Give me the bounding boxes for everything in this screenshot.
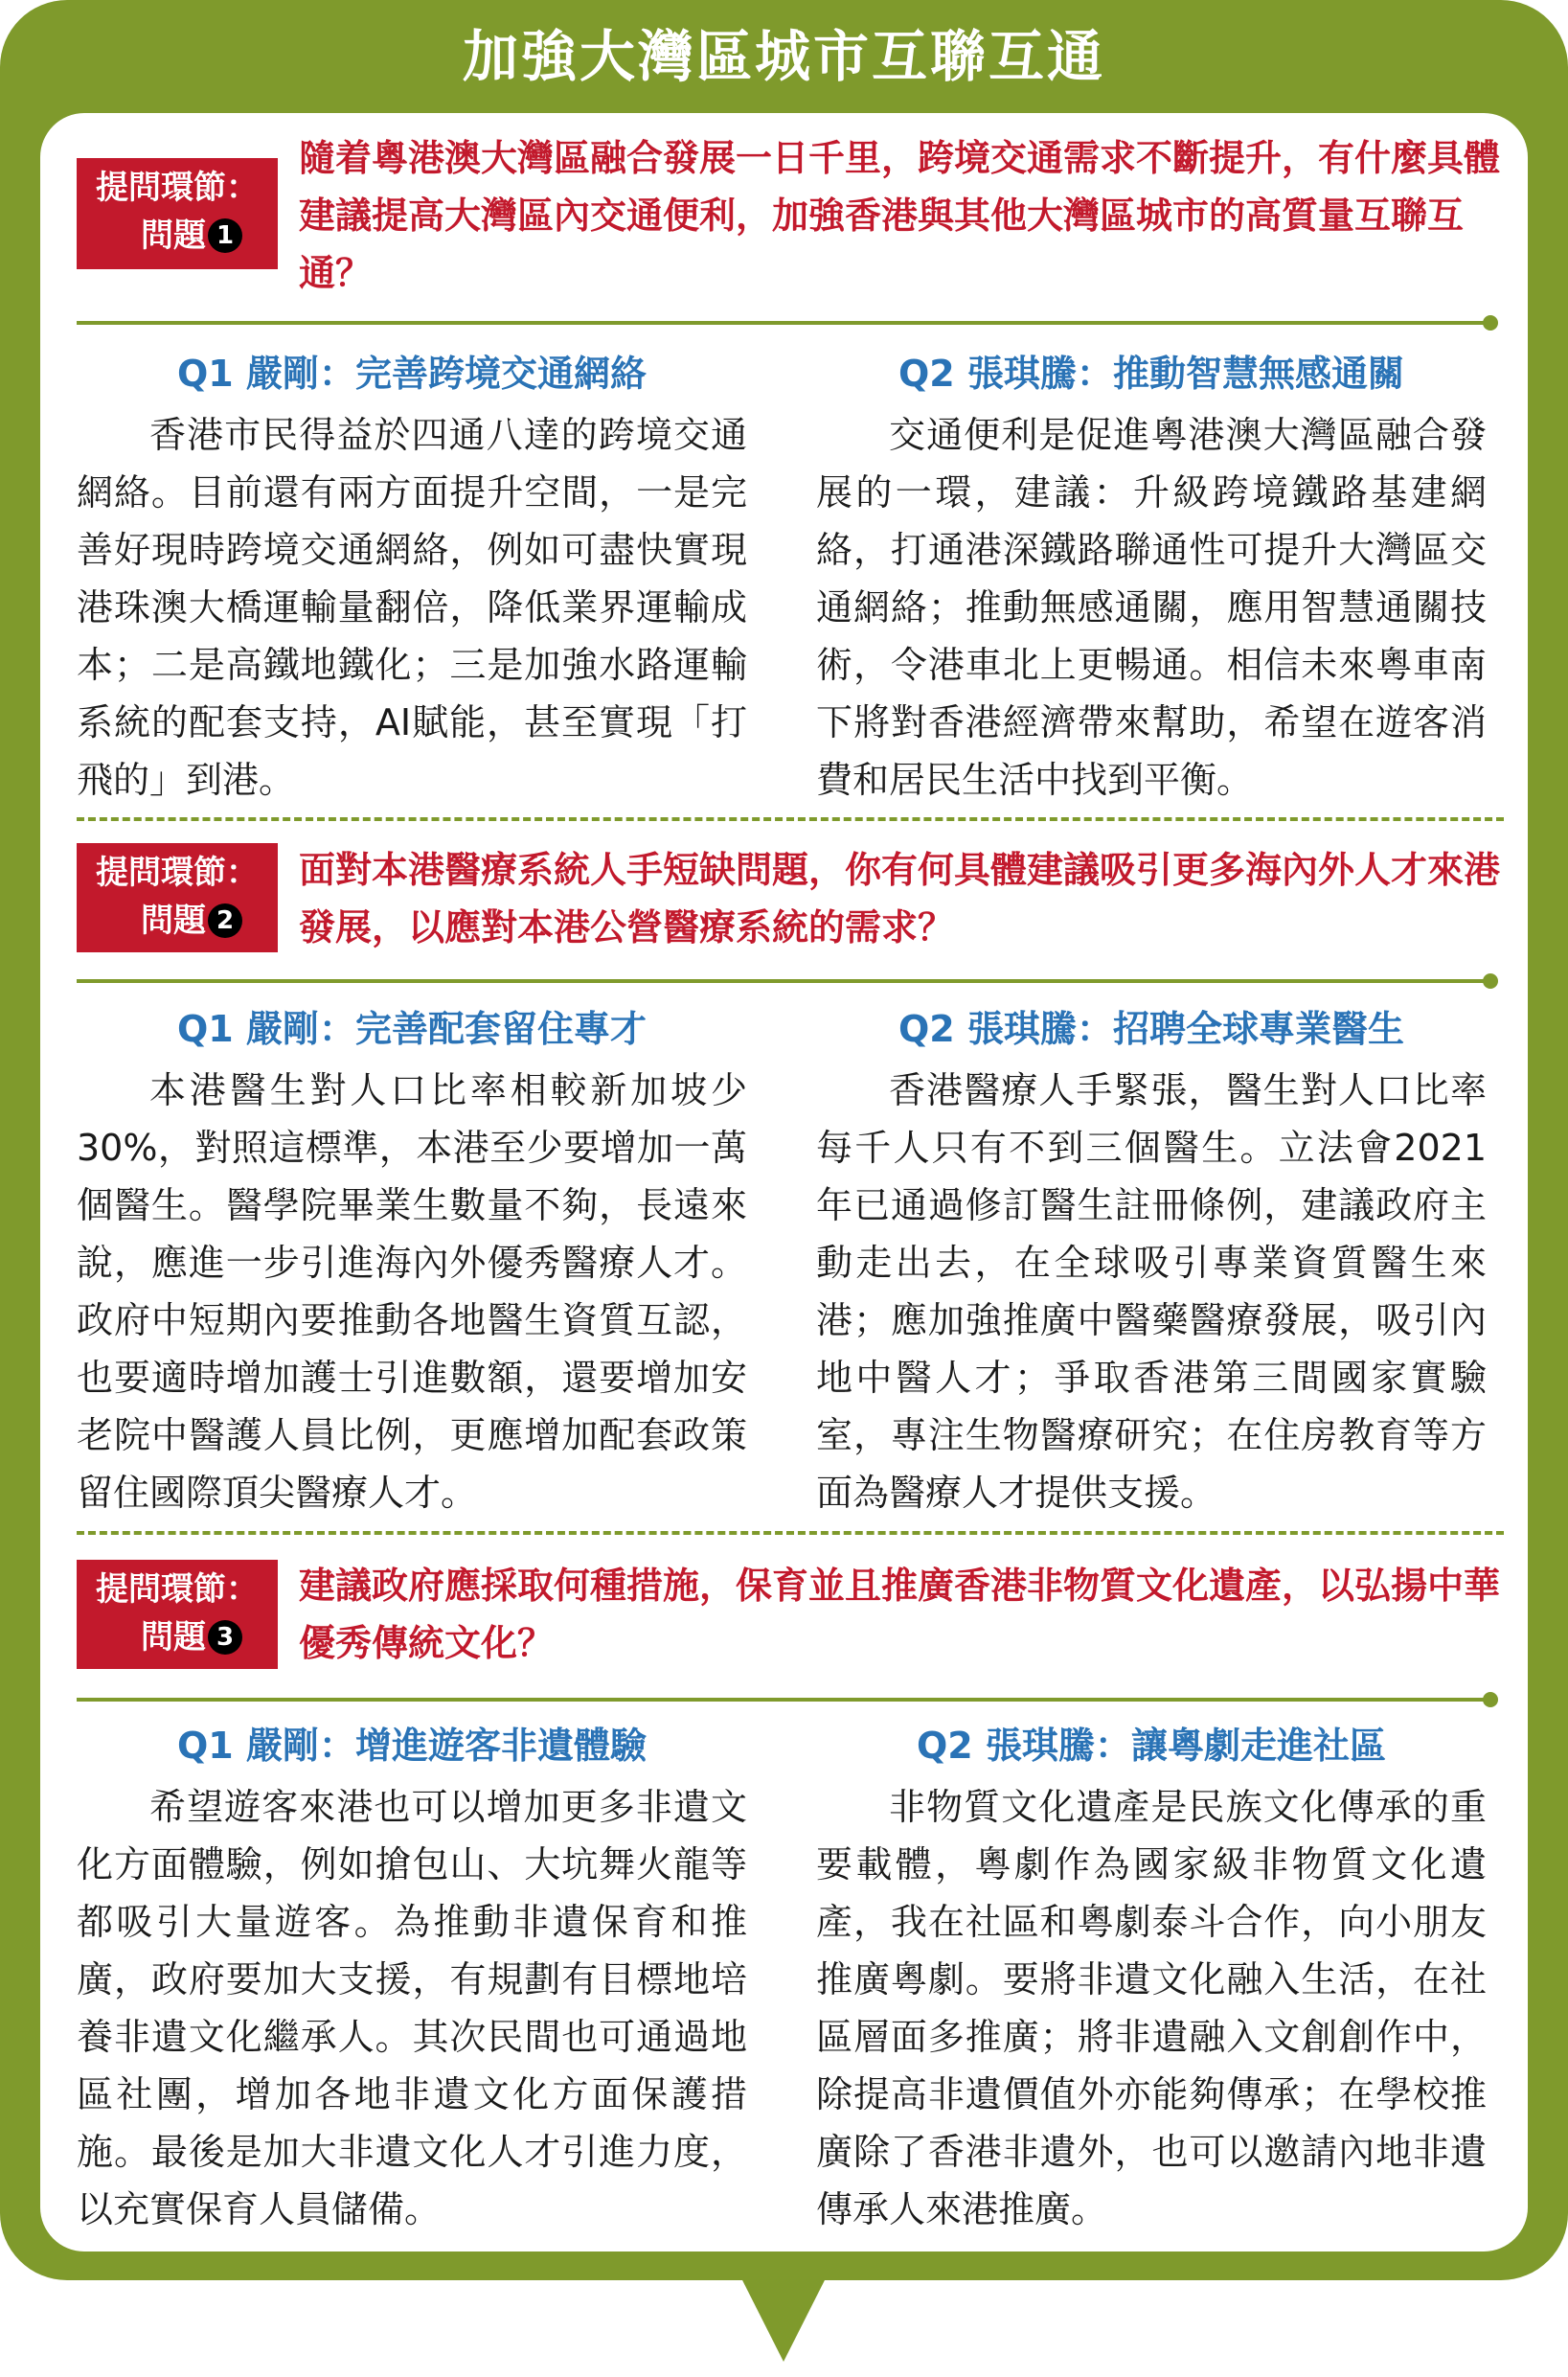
question-text-2: 面對本港醫療系統人手短缺問題，你有何具體建議吸引更多海內外人才來港發展，以應對本港公營醫療系統的需求？	[299, 849, 1501, 949]
divider-line	[77, 979, 1487, 983]
question-label-2	[77, 843, 278, 952]
answer-heading: Q1 嚴剛：增進遊客非遺體驗	[177, 1725, 647, 1767]
page-title: 加強大灣區城市互聯互通	[462, 24, 1105, 89]
answer-heading: Q2 張琪騰：讓粵劇走進社區	[917, 1725, 1386, 1767]
question-number-badge: 1	[208, 218, 242, 253]
question-text-1: 隨着粵港澳大灣區融合發展一日千里，跨境交通需求不斷提升，有什麼具體建議提高大灣區內交通便利，加強香港與其他大灣區城市的高質量互聯互通？	[299, 137, 1501, 294]
answer-body: 香港市民得益於四通八達的跨境交通網絡。目前還有兩方面提升空間，一是完善好現時跨境交通網絡，例如可盡快實現港珠澳大橋運輸量翻倍，降低業界運輸成本；二是高鐵地鐵化；三是加強水路運輸系統的配套支持，AI賦能，甚至實現「打飛的」到港。	[77, 414, 747, 801]
question-label-1	[77, 158, 278, 269]
answer-heading: Q2 張琪騰：推動智慧無感通關	[898, 353, 1404, 395]
question-label-3	[77, 1560, 278, 1669]
answer-q2-section-1	[816, 345, 1487, 809]
question-label-line2: 問題	[141, 217, 206, 255]
answer-q2-section-2	[816, 1000, 1487, 1521]
divider-line	[77, 321, 1487, 325]
answer-q1-section-3	[77, 1717, 747, 2238]
question-text-3: 建議政府應採取何種措施，保育並且推廣香港非物質文化遺產，以弘揚中華優秀傳統文化？	[299, 1565, 1501, 1664]
answer-body: 香港醫療人手緊張，醫生對人口比率每千人只有不到三個醫生。立法會2021年已通過修訂醫生註冊條例，建議政府主動走出去，在全球吸引專業資質醫生來港；應加強推廣中醫藥醫療發展，吸引內地中醫人才；爭取香港第三間國家實驗室，專注生物醫療研究；在住房教育等方面為醫療人才提供支援。	[816, 1069, 1487, 1514]
question-label-line2: 問題	[141, 1618, 206, 1657]
question-number-badge: 2	[208, 903, 242, 938]
question-label-line1: 提問環節：	[96, 1570, 259, 1609]
question-label-line2: 問題	[141, 902, 206, 940]
section-divider-dashed	[77, 1531, 1504, 1535]
divider-dot	[1483, 315, 1498, 331]
answer-body: 本港醫生對人口比率相較新加坡少30%，對照這標準，本港至少要增加一萬個醫生。醫學院畢業生數量不夠，長遠來說，應進一步引進海內外優秀醫療人才。政府中短期內要推動各地醫生資質互認，也要適時增加護士引進數額，還要增加安老院中醫護人員比例，更應增加配套政策留住國際頂尖醫療人才。	[77, 1069, 747, 1514]
question-label-line1: 提問環節：	[96, 854, 259, 892]
answer-q1-section-2	[77, 1000, 747, 1521]
section-divider-dashed	[77, 817, 1504, 821]
answer-q1-section-1	[77, 345, 747, 809]
answer-q2-section-3	[816, 1717, 1487, 2238]
divider-dot	[1483, 973, 1498, 989]
answer-body: 交通便利是促進粵港澳大灣區融合發展的一環，建議：升級跨境鐵路基建網絡，打通港深鐵路聯通性可提升大灣區交通網絡；推動無感通關，應用智慧通關技術，令港車北上更暢通。相信未來粵車南下將對香港經濟帶來幫助，希望在遊客消費和居民生活中找到平衡。	[816, 414, 1487, 801]
answer-body: 非物質文化遺產是民族文化傳承的重要載體，粵劇作為國家級非物質文化遺產，我在社區和粵劇泰斗合作，向小朋友推廣粵劇。要將非遺文化融入生活，在社區層面多推廣；將非遺融入文創創作中，除提高非遺價值外亦能夠傳承；在學校推廣除了香港非遺外，也可以邀請內地非遺傳承人來港推廣。	[816, 1786, 1487, 2230]
divider-dot	[1483, 1692, 1498, 1707]
speech-bubble-tail	[738, 2271, 829, 2362]
divider-line	[77, 1698, 1487, 1702]
question-number-badge: 3	[208, 1620, 242, 1655]
answer-heading: Q2 張琪騰：招聘全球專業醫生	[898, 1008, 1404, 1050]
answer-heading: Q1 嚴剛：完善配套留住專才	[177, 1008, 647, 1050]
question-label-line1: 提問環節：	[96, 169, 259, 207]
answer-body: 希望遊客來港也可以增加更多非遺文化方面體驗，例如搶包山、大坑舞火龍等都吸引大量遊客。為推動非遺保育和推廣，政府要加大支援，有規劃有目標地培養非遺文化繼承人。其次民間也可通過地區社團，增加各地非遺文化方面保護措施。最後是加大非遺文化人才引進力度，以充實保育人員儲備。	[77, 1786, 747, 2230]
answer-heading: Q1 嚴剛：完善跨境交通網絡	[177, 353, 647, 395]
